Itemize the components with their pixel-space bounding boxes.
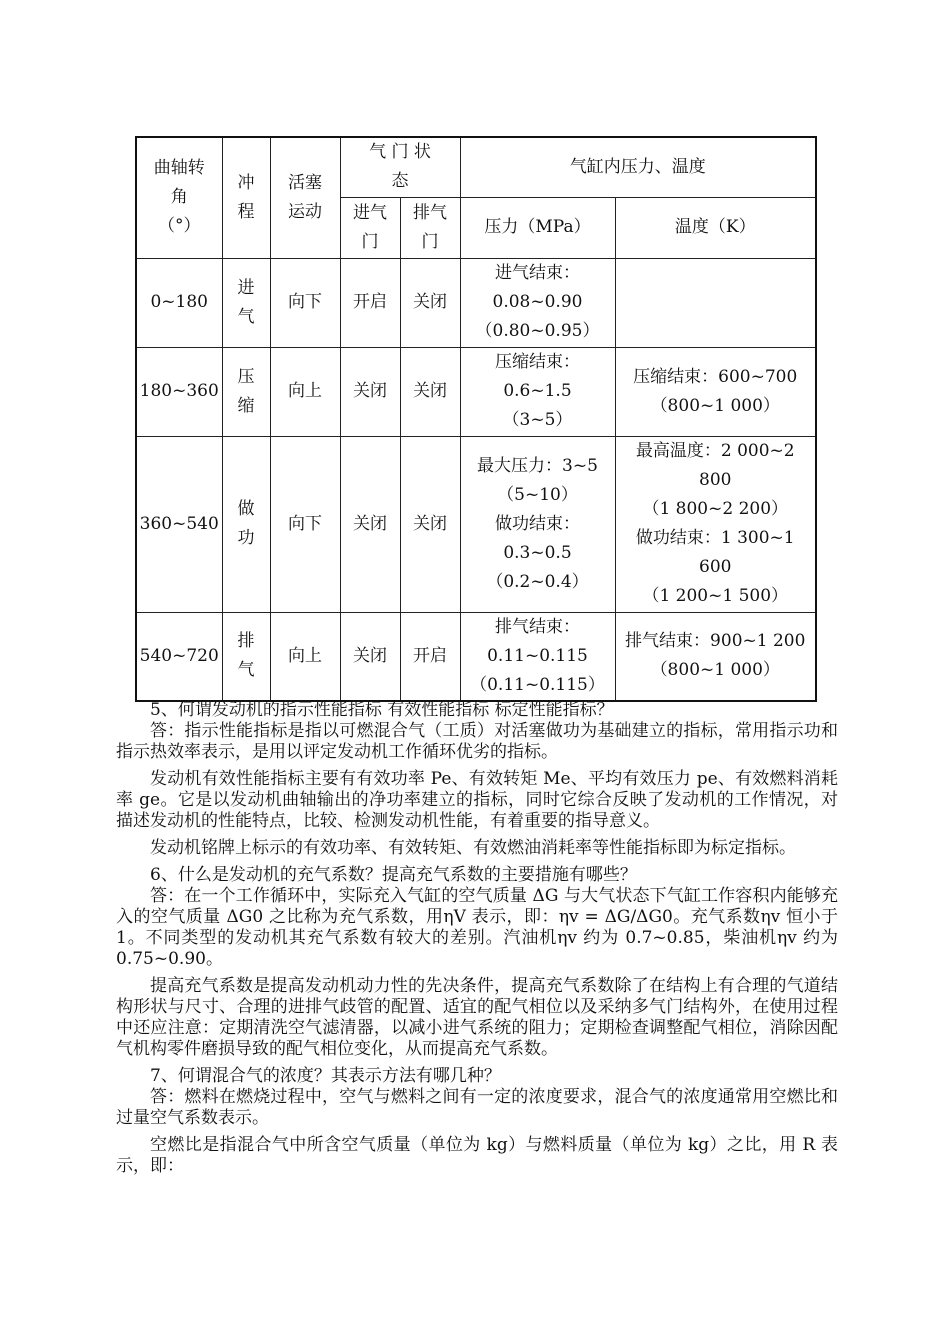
temperature-cell: 最高温度：2 000~2 800 （1 800~2 200） 做功结束：1 300~1 600 （1 200~1 500） — [615, 436, 816, 612]
table-row — [136, 436, 816, 612]
intake-cell: 关闭 — [340, 347, 400, 436]
table-row — [136, 347, 816, 436]
angle-cell: 0~180 — [136, 258, 222, 347]
piston-cell: 向下 — [270, 436, 340, 612]
exhaust-cell: 关闭 — [400, 347, 460, 436]
question-7: 7、何谓混合气的浓度？其表示方法有哪几种？ — [150, 1066, 501, 1086]
body-text — [116, 700, 838, 1177]
header-stroke: 冲 程 — [222, 137, 270, 258]
table-row — [136, 258, 816, 347]
header-temperature: 温度（K） — [615, 197, 816, 258]
header-piston: 活塞 运动 — [270, 137, 340, 258]
answer-6-definition: 答：在一个工作循环中，实际充入气缸的空气质量 ΔG 与大气状态下气缸工作容积内能够充入的空气质量 ΔG0 之比称为充气系数，用ηV 表示，即：ηv = ΔG/ΔG0。充气系数ηv 恒小于 1。不同类型的发动机其充气系数有较大的差别。汽油机ηv 约为 0.7~0.85，柴油机ηv 约为 0.75~0.90。 — [116, 886, 838, 969]
piston-cell: 向下 — [270, 258, 340, 347]
exhaust-cell: 开启 — [400, 612, 460, 701]
pressure-cell: 最大压力：3~5 （5~10） 做功结束： 0.3~0.5 （0.2~0.4） — [460, 436, 615, 612]
answer-7-definition: 答：燃料在燃烧过程中，空气与燃料之间有一定的浓度要求，混合气的浓度通常用空燃比和过量空气系数表示。 — [116, 1087, 838, 1128]
answer-5-rated: 发动机铭牌上标示的有效功率、有效转矩、有效燃油消耗率等性能指标即为标定指标。 — [150, 838, 796, 858]
answer-5-effective: 发动机有效性能指标主要有有效功率 Pe、有效转矩 Me、平均有效压力 pe、有效燃料消耗率 ge。它是以发动机曲轴输出的净功率建立的指标，同时它综合反映了发动机的工作情况，对描述发动机的性能特点，比较、检测发动机性能，有着重要的指导意义。 — [116, 769, 838, 831]
piston-cell: 向上 — [270, 347, 340, 436]
header-exhaust-valve: 排气 门 — [400, 197, 460, 258]
angle-cell: 360~540 — [136, 436, 222, 612]
table-row — [136, 612, 816, 701]
pressure-cell: 压缩结束： 0.6~1.5 （3~5） — [460, 347, 615, 436]
intake-cell: 关闭 — [340, 612, 400, 701]
header-valve-state: 气 门 状 态 — [340, 137, 460, 197]
temperature-cell: 压缩结束：600~700 （800~1 000） — [615, 347, 816, 436]
angle-cell: 540~720 — [136, 612, 222, 701]
stroke-table — [135, 136, 817, 702]
pressure-cell: 排气结束： 0.11~0.115 （0.11~0.115） — [460, 612, 615, 701]
answer-7-air-fuel-ratio: 空燃比是指混合气中所含空气质量（单位为 kg）与燃料质量（单位为 kg）之比，用 R 表示，即： — [116, 1135, 838, 1176]
question-5: 5、何谓发动机的指示性能指标 有效性能指标 标定性能指标？ — [150, 700, 614, 720]
stroke-cell: 进 气 — [222, 258, 270, 347]
temperature-cell: 排气结束：900~1 200 （800~1 000） — [615, 612, 816, 701]
answer-5-indicated: 答：指示性能指标是指以可燃混合气（工质）对活塞做功为基础建立的指标，常用指示功和指示热效率表示，是用以评定发动机工作循环优劣的指标。 — [116, 721, 838, 762]
answer-6-measures: 提高充气系数是提高发动机动力性的先决条件，提高充气系数除了在结构上有合理的气道结构形状与尺寸、合理的进排气歧管的配置、适宜的配气相位以及采纳多气门结构外，在使用过程中还应注意：定期清洗空气滤清器，以减小进气系统的阻力；定期检查调整配气相位，消除因配气机构零件磨损导致的配气相位变化，从而提高充气系数。 — [116, 976, 838, 1059]
stroke-cell: 压 缩 — [222, 347, 270, 436]
question-6: 6、什么是发动机的充气系数？提高充气系数的主要措施有哪些？ — [150, 865, 637, 885]
temperature-cell — [615, 258, 816, 347]
pressure-cell: 进气结束： 0.08~0.90 （0.80~0.95） — [460, 258, 615, 347]
exhaust-cell: 关闭 — [400, 258, 460, 347]
exhaust-cell: 关闭 — [400, 436, 460, 612]
header-intake-valve: 进气 门 — [340, 197, 400, 258]
header-pressure: 压力（MPa） — [460, 197, 615, 258]
angle-cell: 180~360 — [136, 347, 222, 436]
stroke-cell: 做 功 — [222, 436, 270, 612]
header-crank-angle: 曲轴转 角 （°） — [136, 137, 222, 258]
piston-cell: 向上 — [270, 612, 340, 701]
intake-cell: 关闭 — [340, 436, 400, 612]
intake-cell: 开启 — [340, 258, 400, 347]
stroke-cell: 排 气 — [222, 612, 270, 701]
header-cylinder: 气缸内压力、温度 — [460, 137, 816, 197]
